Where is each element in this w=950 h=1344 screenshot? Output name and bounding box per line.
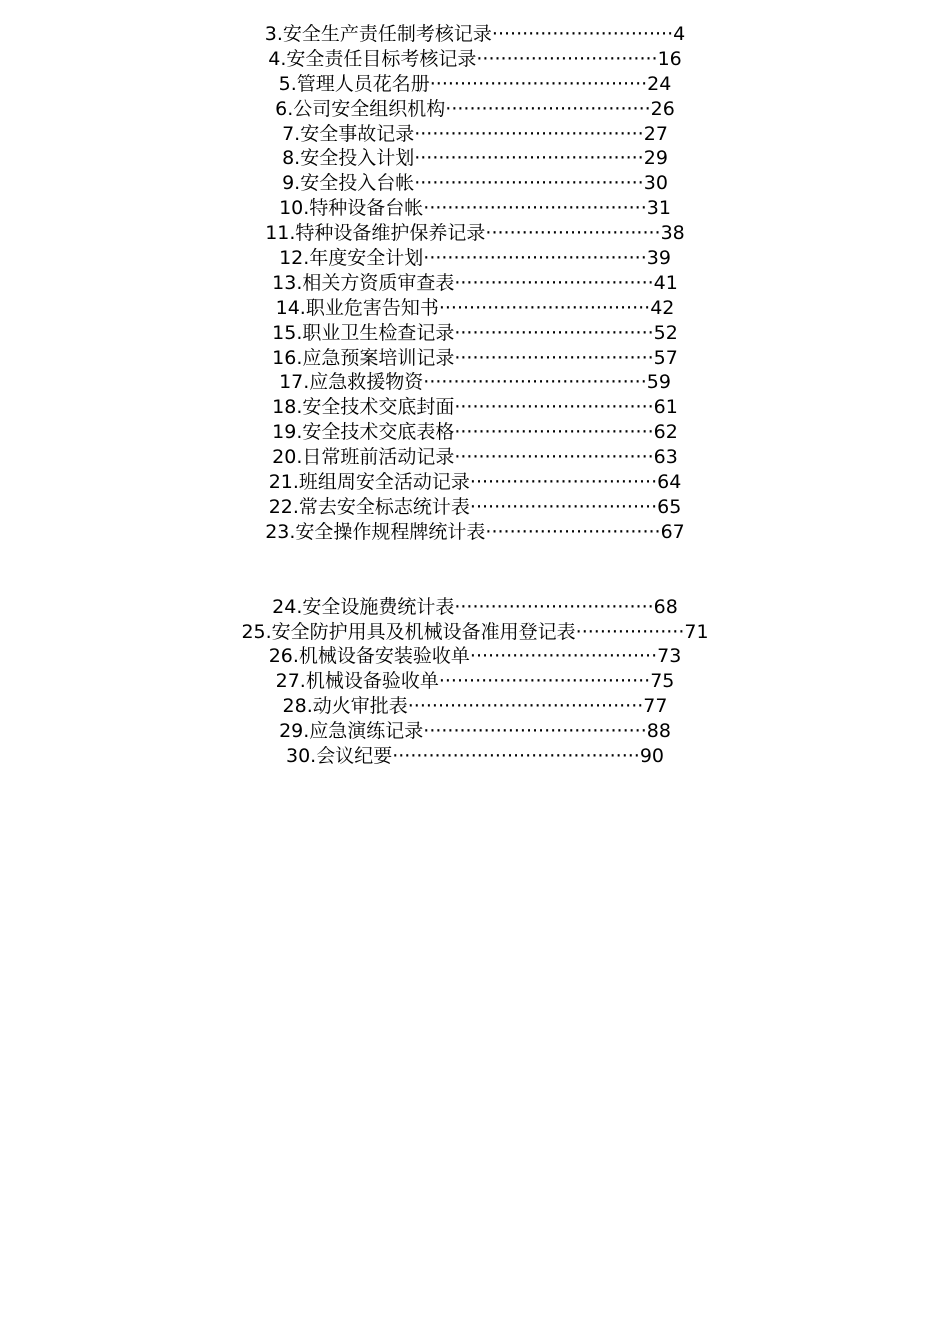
toc-entry-24: 24.安全设施费统计表·································68 bbox=[272, 595, 678, 618]
toc-group-2 bbox=[0, 595, 950, 769]
toc-entry-19: 19.安全技术交底表格·································62 bbox=[272, 421, 678, 444]
toc-entry-25: 25.安全防护用具及机械设备准用登记表··················71 bbox=[241, 620, 709, 643]
toc-entry-22: 22.常去安全标志统计表·······························65 bbox=[268, 495, 682, 518]
toc-entry-3: 3.安全生产责任制考核记录······························4 bbox=[264, 23, 686, 45]
toc-entry-17: 17.应急救援物资·····································59 bbox=[279, 371, 671, 394]
toc-entry-20: 20.日常班前活动记录·································63 bbox=[272, 446, 678, 469]
toc-entry-15: 15.职业卫生检查记录·································52 bbox=[272, 321, 678, 344]
toc-entry-7: 7.安全事故记录······································27 bbox=[282, 122, 668, 145]
toc-entry-30: 30.会议纪要·········································90 bbox=[285, 745, 664, 768]
toc-entry-18: 18.安全技术交底封面·································61 bbox=[272, 396, 678, 419]
toc-entry-12: 12.年度安全计划·····································39 bbox=[279, 247, 671, 270]
toc-entry-13: 13.相关方资质审查表·································41 bbox=[272, 271, 678, 294]
toc-entry-26: 26.机械设备安装验收单·······························73 bbox=[268, 645, 682, 668]
toc-entry-28: 28.动火审批表·······································77 bbox=[282, 695, 668, 718]
toc-entry-11: 11.特种设备维护保养记录·····························38 bbox=[265, 222, 685, 245]
toc-entry-23: 23.安全操作规程牌统计表·····························67 bbox=[265, 520, 685, 543]
toc-entry-5: 5.管理人员花名册····································24 bbox=[278, 72, 672, 95]
toc-entry-10: 10.特种设备台帐·····································31 bbox=[279, 197, 671, 220]
toc-entry-27: 27.机械设备验收单···································75 bbox=[275, 670, 675, 693]
toc-entry-8: 8.安全投入计划······································29 bbox=[282, 147, 668, 170]
toc-entry-4: 4.安全责任目标考核记录······························16 bbox=[268, 47, 682, 70]
toc-entry-9: 9.安全投入台帐······································30 bbox=[282, 172, 668, 195]
toc-entry-16: 16.应急预案培训记录·································57 bbox=[272, 346, 678, 369]
toc-entry-29: 29.应急演练记录·····································88 bbox=[279, 720, 671, 743]
table-of-contents bbox=[0, 22, 950, 769]
toc-group-1 bbox=[0, 22, 950, 545]
toc-entry-6: 6.公司安全组织机构··································26 bbox=[275, 97, 675, 120]
toc-entry-21: 21.班组周安全活动记录·······························64 bbox=[268, 471, 682, 494]
toc-entry-14: 14.职业危害告知书···································42 bbox=[275, 296, 675, 319]
